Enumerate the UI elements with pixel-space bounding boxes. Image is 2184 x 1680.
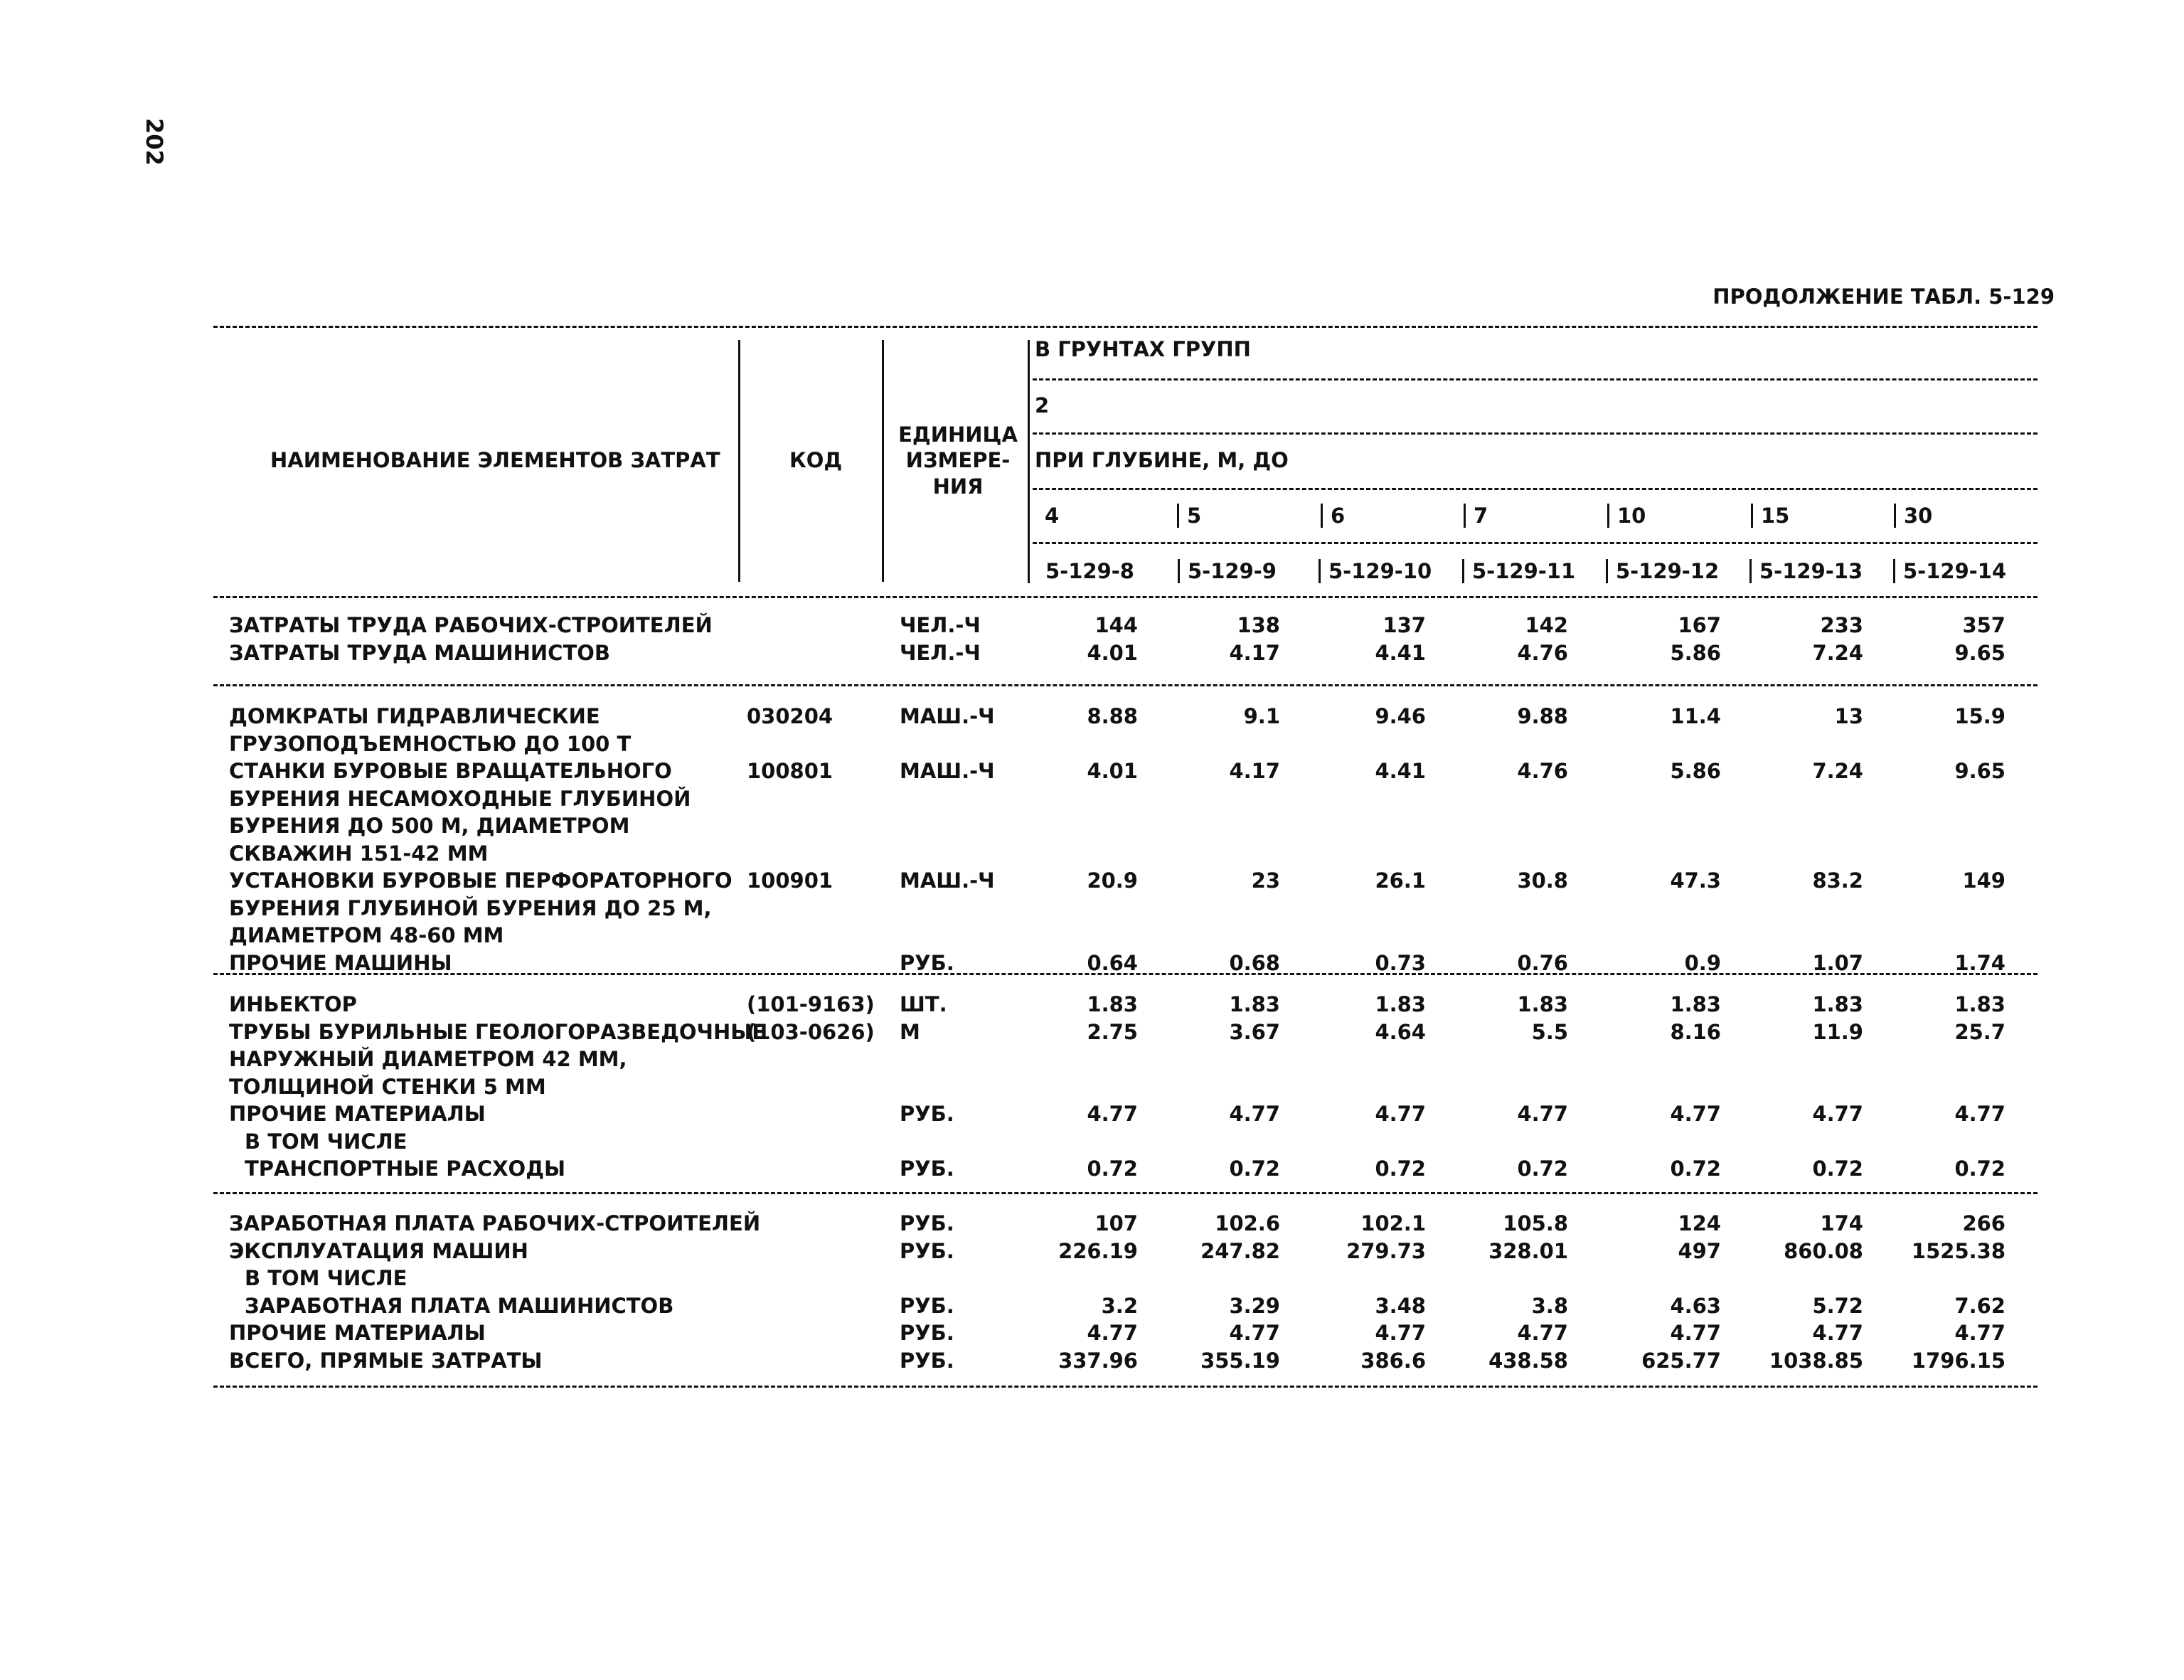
row-value: 2.75: [1087, 1019, 1138, 1044]
column-separator: [1894, 504, 1896, 528]
norm-code: 5-129-9: [1188, 559, 1277, 583]
group-label: 2: [1035, 393, 1050, 418]
row-name: ЭКСПЛУАТАЦИЯ МАШИН: [229, 1238, 528, 1263]
column-separator: [882, 340, 884, 582]
row-unit: РУБ.: [900, 1211, 954, 1235]
column-separator: [1751, 504, 1753, 528]
row-code: (101-9163): [747, 992, 875, 1016]
row-value: 4.77: [1517, 1321, 1568, 1345]
row-code: (103-0626): [747, 1019, 875, 1044]
row-value: 0.76: [1517, 950, 1568, 975]
row-value: 149: [1962, 868, 2005, 893]
row-value: 15.9: [1954, 704, 2005, 728]
row-name: ТРАНСПОРТНЫЕ РАСХОДЫ: [245, 1157, 566, 1181]
row-unit: ШТ.: [900, 992, 947, 1016]
column-separator: [1321, 504, 1323, 528]
row-value: 4.17: [1229, 640, 1280, 665]
row-value: 0.72: [1375, 1157, 1426, 1181]
norm-code: 5-129-12: [1616, 559, 1720, 583]
row-value: 226.19: [1058, 1238, 1138, 1263]
row-value: 4.76: [1517, 640, 1568, 665]
row-name: ЗАТРАТЫ ТРУДА МАШИНИСТОВ: [229, 640, 610, 665]
row-value: 5.72: [1812, 1293, 1863, 1318]
row-unit: ЧЕЛ.-Ч: [900, 640, 981, 665]
row-value: 1525.38: [1911, 1238, 2005, 1263]
row-value: 1.83: [1670, 992, 1721, 1016]
row-name: ЗАРАБОТНАЯ ПЛАТА МАШИНИСТОВ: [245, 1293, 674, 1318]
row-value: 357: [1962, 613, 2005, 637]
row-name: В ТОМ ЧИСЛЕ: [245, 1266, 407, 1290]
row-unit: М: [900, 1019, 920, 1044]
row-name: БУРЕНИЯ НЕСАМОХОДНЫЕ ГЛУБИНОЙ: [229, 786, 691, 811]
row-value: 1796.15: [1911, 1348, 2005, 1373]
row-value: 386.6: [1360, 1348, 1426, 1373]
row-value: 4.41: [1375, 759, 1426, 783]
row-value: 233: [1820, 613, 1863, 637]
column-separator: [1028, 559, 1030, 583]
row-value: 3.8: [1531, 1293, 1568, 1318]
row-name: СКВАЖИН 151-42 ММ: [229, 841, 489, 866]
header-top-rule: [213, 326, 2037, 328]
row-value: 438.58: [1488, 1348, 1568, 1373]
name-column-header: НАИМЕНОВАНИЕ ЭЛЕМЕНТОВ ЗАТРАТ: [270, 448, 720, 472]
row-unit: РУБ.: [900, 1102, 954, 1126]
row-value: 4.77: [1812, 1321, 1863, 1345]
depth-value: 7: [1474, 504, 1488, 528]
depth-value: 5: [1187, 504, 1202, 528]
row-value: 4.77: [1229, 1321, 1280, 1345]
soil-groups-label: В ГРУНТАХ ГРУПП: [1035, 337, 1251, 361]
row-unit: МАШ.-Ч: [900, 759, 995, 783]
code-column-header: КОД: [789, 448, 843, 472]
row-value: 26.1: [1375, 868, 1426, 893]
row-value: 625.77: [1641, 1348, 1721, 1373]
row-name: ТОЛЩИНОЙ СТЕНКИ 5 ММ: [229, 1074, 546, 1099]
column-separator: [1178, 559, 1180, 583]
row-value: 142: [1525, 613, 1568, 637]
column-separator: [1749, 559, 1752, 583]
row-name: БУРЕНИЯ ГЛУБИНОЙ БУРЕНИЯ ДО 25 М,: [229, 895, 712, 920]
row-value: 8.88: [1087, 704, 1138, 728]
row-value: 4.76: [1517, 759, 1568, 783]
row-unit: МАШ.-Ч: [900, 704, 995, 728]
row-name: ЗАРАБОТНАЯ ПЛАТА РАБОЧИХ-СТРОИТЕЛЕЙ: [229, 1211, 761, 1235]
row-value: 1.83: [1375, 992, 1426, 1016]
row-value: 102.6: [1215, 1211, 1280, 1235]
row-value: 8.16: [1670, 1019, 1721, 1044]
row-name: УСТАНОВКИ БУРОВЫЕ ПЕРФОРАТОРНОГО: [229, 868, 733, 893]
row-value: 337.96: [1058, 1348, 1138, 1373]
row-value: 4.64: [1375, 1019, 1426, 1044]
row-value: 3.29: [1229, 1293, 1280, 1318]
row-name: ДОМКРАТЫ ГИДРАВЛИЧЕСКИЕ: [229, 704, 600, 728]
row-name: ПРОЧИЕ МАТЕРИАЛЫ: [229, 1102, 486, 1126]
column-separator: [1607, 504, 1609, 528]
depth-label: ПРИ ГЛУБИНЕ, М, ДО: [1035, 448, 1289, 472]
row-value: 11.9: [1812, 1019, 1863, 1044]
row-value: 124: [1678, 1211, 1721, 1235]
row-value: 144: [1094, 613, 1138, 637]
row-value: 1.83: [1812, 992, 1863, 1016]
row-value: 1.83: [1517, 992, 1568, 1016]
row-value: 9.46: [1375, 704, 1426, 728]
row-value: 4.77: [1229, 1102, 1280, 1126]
row-value: 5.5: [1531, 1019, 1568, 1044]
row-value: 13: [1834, 704, 1863, 728]
row-value: 174: [1820, 1211, 1863, 1235]
row-value: 83.2: [1812, 868, 1863, 893]
header-subrule: [1033, 378, 2037, 381]
row-value: 107: [1094, 1211, 1138, 1235]
row-value: 4.63: [1670, 1293, 1721, 1318]
row-value: 4.77: [1954, 1102, 2005, 1126]
depth-value: 6: [1331, 504, 1346, 528]
row-value: 7.62: [1954, 1293, 2005, 1318]
header-subrule: [1033, 542, 2037, 544]
column-separator: [1319, 559, 1321, 583]
row-unit: РУБ.: [900, 1238, 954, 1263]
row-value: 3.67: [1229, 1019, 1280, 1044]
row-code: 100901: [747, 868, 833, 893]
row-value: 279.73: [1346, 1238, 1426, 1263]
continuation-title: ПРОДОЛЖЕНИЕ ТАБЛ. 5-129: [1712, 285, 2055, 309]
row-value: 1.83: [1954, 992, 2005, 1016]
row-value: 20.9: [1087, 868, 1138, 893]
row-name: ВСЕГО, ПРЯМЫЕ ЗАТРАТЫ: [229, 1348, 543, 1373]
row-value: 9.88: [1517, 704, 1568, 728]
depth-value: 10: [1617, 504, 1646, 528]
row-value: 11.4: [1670, 704, 1721, 728]
row-value: 3.48: [1375, 1293, 1426, 1318]
row-value: 4.77: [1087, 1321, 1138, 1345]
row-name: НАРУЖНЫЙ ДИАМЕТРОМ 42 ММ,: [229, 1047, 627, 1071]
row-name: СТАНКИ БУРОВЫЕ ВРАЩАТЕЛЬНОГО: [229, 759, 672, 783]
row-value: 0.64: [1087, 950, 1138, 975]
row-value: 4.41: [1375, 640, 1426, 665]
row-value: 0.72: [1954, 1157, 2005, 1181]
row-code: 100801: [747, 759, 833, 783]
row-value: 4.77: [1670, 1321, 1721, 1345]
row-value: 1038.85: [1769, 1348, 1863, 1373]
row-value: 4.77: [1517, 1102, 1568, 1126]
row-value: 4.01: [1087, 759, 1138, 783]
row-unit: РУБ.: [900, 1348, 954, 1373]
row-value: 4.01: [1087, 640, 1138, 665]
row-value: 5.86: [1670, 759, 1721, 783]
row-value: 25.7: [1954, 1019, 2005, 1044]
row-value: 1.83: [1229, 992, 1280, 1016]
row-name: ДИАМЕТРОМ 48-60 ММ: [229, 923, 504, 947]
depth-value: 15: [1761, 504, 1790, 528]
norm-code: 5-129-11: [1472, 559, 1576, 583]
row-unit: РУБ.: [900, 1293, 954, 1318]
column-separator: [1177, 504, 1179, 528]
row-value: 4.77: [1954, 1321, 2005, 1345]
row-value: 4.77: [1375, 1321, 1426, 1345]
row-unit: РУБ.: [900, 1321, 954, 1345]
row-name: ЗАТРАТЫ ТРУДА РАБОЧИХ-СТРОИТЕЛЕЙ: [229, 613, 713, 637]
row-unit: ЧЕЛ.-Ч: [900, 613, 981, 637]
column-separator: [1028, 504, 1030, 528]
row-unit: РУБ.: [900, 950, 954, 975]
row-code: 030204: [747, 704, 833, 728]
page-number: 202: [141, 118, 168, 166]
row-value: 105.8: [1503, 1211, 1568, 1235]
row-value: 5.86: [1670, 640, 1721, 665]
row-value: 328.01: [1488, 1238, 1568, 1263]
row-name: ТРУБЫ БУРИЛЬНЫЕ ГЕОЛОГОРАЗВЕДОЧНЫЕ: [229, 1019, 767, 1044]
row-value: 4.17: [1229, 759, 1280, 783]
row-value: 4.77: [1670, 1102, 1721, 1126]
row-value: 247.82: [1200, 1238, 1280, 1263]
row-value: 0.73: [1375, 950, 1426, 975]
column-separator: [1606, 559, 1608, 583]
row-value: 138: [1237, 613, 1280, 637]
column-separator: [1028, 340, 1030, 582]
row-value: 0.72: [1229, 1157, 1280, 1181]
row-value: 9.65: [1954, 640, 2005, 665]
row-value: 102.1: [1360, 1211, 1426, 1235]
header-subrule: [1033, 488, 2037, 490]
row-value: 9.65: [1954, 759, 2005, 783]
header-subrule: [1033, 432, 2037, 435]
row-value: 1.74: [1954, 950, 2005, 975]
unit-column-header: ИЗМЕРЕ-: [905, 448, 1011, 472]
row-name: БУРЕНИЯ ДО 500 М, ДИАМЕТРОМ: [229, 814, 630, 838]
row-value: 167: [1678, 613, 1721, 637]
row-name: В ТОМ ЧИСЛЕ: [245, 1129, 407, 1154]
norm-code: 5-129-8: [1045, 559, 1134, 583]
row-unit: РУБ.: [900, 1157, 954, 1181]
row-value: 0.68: [1229, 950, 1280, 975]
row-value: 30.8: [1517, 868, 1568, 893]
row-value: 266: [1962, 1211, 2005, 1235]
row-value: 1.07: [1812, 950, 1863, 975]
norm-code: 5-129-10: [1328, 559, 1432, 583]
row-value: 0.9: [1684, 950, 1721, 975]
section-rule: [213, 1386, 2037, 1388]
depth-value: 30: [1904, 504, 1933, 528]
section-rule: [213, 684, 2037, 686]
row-value: 1.83: [1087, 992, 1138, 1016]
row-value: 0.72: [1812, 1157, 1863, 1181]
section-rule: [213, 973, 2037, 975]
column-separator: [1893, 559, 1895, 583]
row-value: 137: [1383, 613, 1426, 637]
row-value: 3.2: [1101, 1293, 1138, 1318]
row-value: 23: [1251, 868, 1280, 893]
unit-column-header: НИЯ: [932, 474, 984, 499]
column-separator: [1464, 504, 1466, 528]
depth-value: 4: [1045, 504, 1060, 528]
norm-code: 5-129-14: [1903, 559, 2007, 583]
row-value: 7.24: [1812, 640, 1863, 665]
row-name: ПРОЧИЕ МАШИНЫ: [229, 950, 452, 975]
row-value: 4.77: [1812, 1102, 1863, 1126]
section-rule: [213, 1192, 2037, 1194]
row-value: 0.72: [1087, 1157, 1138, 1181]
column-separator: [738, 340, 740, 582]
row-name: ИНЬЕКТОР: [229, 992, 357, 1016]
column-separator: [1462, 559, 1464, 583]
row-unit: МАШ.-Ч: [900, 868, 995, 893]
row-name: ГРУЗОПОДЪЕМНОСТЬЮ ДО 100 Т: [229, 731, 632, 756]
row-value: 4.77: [1087, 1102, 1138, 1126]
unit-column-header: ЕДИНИЦА: [898, 422, 1018, 447]
row-value: 9.1: [1243, 704, 1280, 728]
row-value: 860.08: [1784, 1238, 1863, 1263]
row-value: 4.77: [1375, 1102, 1426, 1126]
row-value: 355.19: [1200, 1348, 1280, 1373]
norm-code: 5-129-13: [1759, 559, 1863, 583]
row-value: 47.3: [1670, 868, 1721, 893]
row-value: 0.72: [1517, 1157, 1568, 1181]
header-bottom-rule: [213, 596, 2037, 598]
row-value: 0.72: [1670, 1157, 1721, 1181]
row-value: 7.24: [1812, 759, 1863, 783]
row-name: ПРОЧИЕ МАТЕРИАЛЫ: [229, 1321, 486, 1345]
row-value: 497: [1678, 1238, 1721, 1263]
